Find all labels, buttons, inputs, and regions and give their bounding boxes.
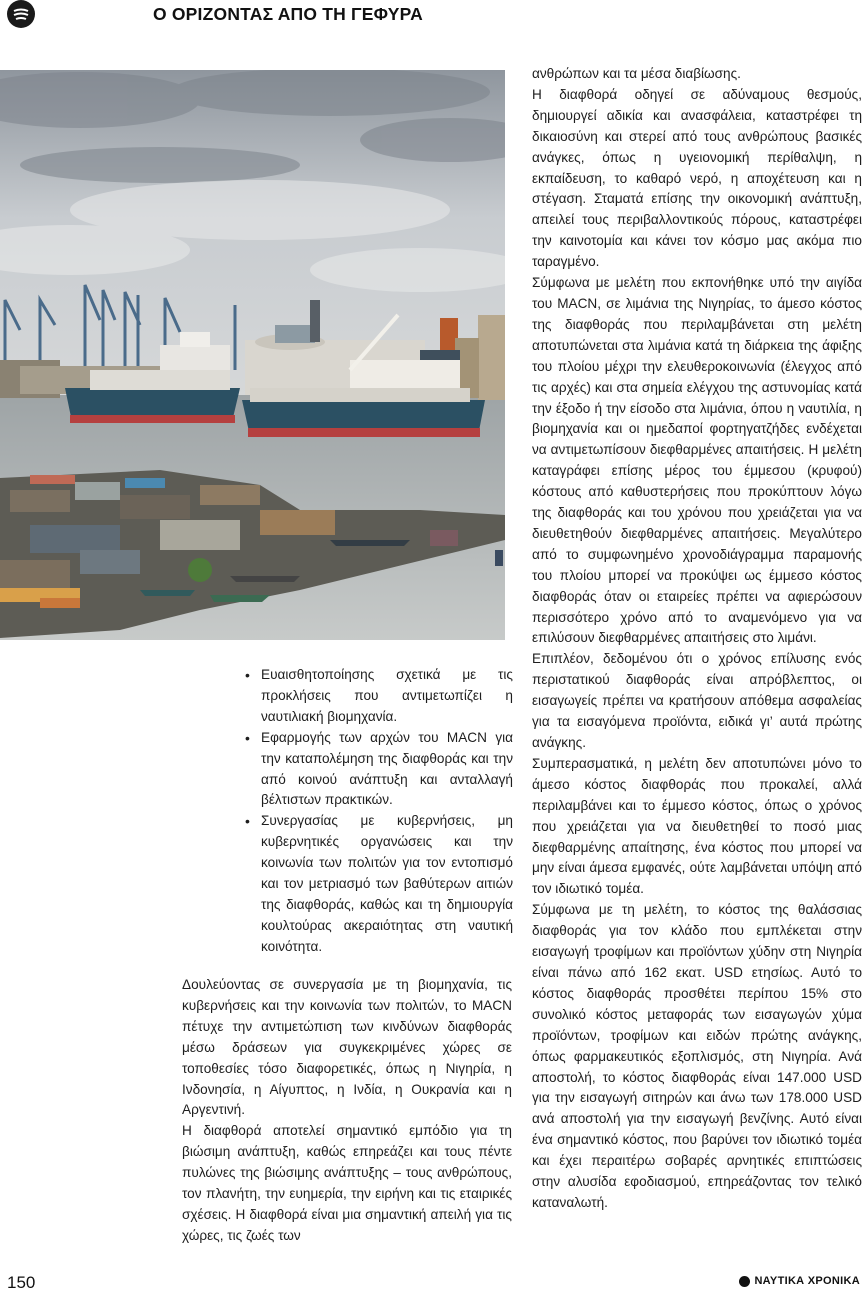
brand-name: ΝΑΥΤΙΚΑ ΧΡΟΝΙΚΑ <box>754 1275 860 1287</box>
bullet-dot-icon: • <box>245 813 250 830</box>
paragraph: Επιπλέον, δεδομένου ότι ο χρόνος επίλυσης ενός περιστατικού διαφθοράς είναι απρόβλεπτος, οι εισαγωγείς πρέπει να κρατήσουν απόθεμα ασφαλείας για τα εισαγόμενα προϊόντα, ειδικά γι’ αυτά πρώτης ανάγκης. <box>532 651 862 750</box>
paragraph: Δουλεύοντας σε συνεργασία με τη βιομηχανία, τις κυβερνήσεις και την κοινωνία των πολιτών, το MACN πέτυχε την αντιμετώπιση των κινδύνων διαφθοράς μέσω δράσεων για συγκεκριμένες χώρες σε τοποθεσίες τόσο διαφορετικές, όπως η Νιγηρία, η Ινδονησία, η Αίγυπτος, η Ινδία, η Ουκρανία και η Αργεντινή. <box>182 977 512 1118</box>
magazine-logo-icon <box>7 0 35 28</box>
list-item: • Συνεργασίας με κυβερνήσεις, μη κυβερνητικές οργανώσεις και την κοινωνία των πολιτών για τον εντοπισμό και τον μετριασμό των βαθύτερων αιτιών της διαφθοράς, καθώς και τη δημιουργία κουλτούρας ακεραιότητας στη ναυτική κοινότητα. <box>245 813 513 954</box>
left-column-text <box>182 975 512 1247</box>
section-title: Ο ΟΡΙΖΟΝΤΑΣ ΑΠΟ ΤΗ ΓΕΦΥΡΑ <box>153 4 423 24</box>
paragraph: Η διαφθορά οδηγεί σε αδύναμους θεσμούς, δημιουργεί αδικία και ανασφάλεια, καταστρέφει τη δικαιοσύνη και στερεί από τους ανθρώπους βασικές ανάγκες, όπως η υγειονομική περίθαλψη, η εκπαίδευση, το καθαρό νερό, η αποχέτευση και η στέγαση. Σταματά επίσης την οικονομική ανάπτυξη, απειλεί τους περιβαλλοντικούς πόρους, καταστρέφει την καινοτομία και κάνει τον κόσμο μας ακόμα πιο ταραγμένο. <box>532 86 862 270</box>
footer-brand <box>739 1275 860 1287</box>
bullet-dot-icon: • <box>245 667 250 683</box>
bullet-dot-icon: • <box>245 729 250 746</box>
list-item: • Ευαισθητοποίησης σχετικά με τις προκλήσεις που αντιμετωπίζει η ναυτιλιακή βιομηχανία. <box>245 667 513 724</box>
paragraph: ανθρώπων και τα μέσα διαβίωσης. <box>532 66 741 81</box>
right-column-text <box>532 64 862 1214</box>
brand-logo-icon <box>739 1276 750 1287</box>
bullet-list <box>243 665 513 958</box>
paragraph: Σύμφωνα με τη μελέτη, το κόστος της θαλάσσιας διαφθοράς για τον κλάδο που εμπλέκεται στην εισαγωγή τροφίμων και προϊόντων χύδην στη Νιγηρία είναι πάνω από 162 εκατ. USD ετησίως. Αυτό το κόστος διαφθοράς προσθέτει περίπου 15% στο συνολικό κόστος μεταφοράς των εισαγωγών χύμα προϊόντων, τροφίμων και ειδών πρώτης ανάγκης, όπως φαρμακευτικός εξοπλισμός, στη Νιγηρία. Ανά αποστολή, το κόστος διαφθοράς είναι 147.000 USD για την εισαγωγή σιτηρών και άνω των 178.000 USD ανά αποστολή για την εισαγωγή βενζίνης. Αυτό είναι ένα σημαντικό κόστος, που βαρύνει τον ιδιωτικό τομέα και έχει περαιτέρω σοβαρές αρνητικές επιπτώσεις στην αλυσίδα εφοδιασμού, επηρεάζοντας τον τελικό καταναλωτή. <box>532 902 862 1210</box>
paragraph: Συμπερασματικά, η μελέτη δεν αποτυπώνει μόνο το άμεσο κόστος διαφθοράς που προκαλεί, αλλά περιλαμβάνει και το έμμεσο κόστος, όπως ο χρόνος που χρειάζεται για να διευθετηθεί το ποσό μιας διεφθαρμένης απαίτησης, ένα κόστος που μπορεί να μην είναι άμεσα εμφανές, ούτε λαμβάνεται υπόψη από τον ιδιωτικό τομέα. <box>532 755 862 897</box>
paragraph: Σύμφωνα με μελέτη που εκπονήθηκε υπό την αιγίδα του MACN, σε λιμάνια της Νιγηρίας, το άμεσο κόστος της διαφθοράς που περιλαμβάνεται στη μελέτη αποτυπώνεται στα λιμάνια κατά τη διάρκεια της άφιξης του πλοίου μέχρι την ελευθεροκοινωνία (έλεγχος από τις αρχές) και στα σημεία ελέγχου της αστυνομίας κατά την έξοδο ή την είσοδο στα λιμάνια, όπου η ναυτιλία, η βιομηχανία και οι ημεδαποί φορτηγατζήδες ενδέχεται να αντιμετωπίσουν διεφθαρμένες απαιτήσεις. Η μελέτη καταγράφει επίσης μέρος του έμμεσου (κρυφού) κόστους από καθυστερήσεις που προκύπτουν λόγω της διαφθοράς και του χρόνου που χρειάζεται για να διευθετηθούν διεφθαρμένες απαιτήσεις. Μεγαλύτερο από το συμφωνημένο χρονοδιάγραμμα παραμονής του πλοίου μπορεί να προκύψει ως έμμεσο κόστος διαφθοράς όταν οι εταιρείες πρέπει να αφιερώσουν περισσότερο χρόνο από το αναμενόμενο για να επιλύσουν διεφθαρμένες απαιτήσεις στο λιμάνι. <box>532 275 862 646</box>
page-number: 150 <box>7 1273 36 1292</box>
list-item: • Εφαρμογής των αρχών του MACN για την καταπολέμηση της διαφθοράς και την από κοινού ανάπτυξη και ανταλλαγή βέλτιστων πρακτικών. <box>245 729 513 808</box>
port-harbour-photo <box>0 70 505 640</box>
paragraph: Η διαφθορά αποτελεί σημαντικό εμπόδιο για τη βιώσιμη ανάπτυξη, καθώς επηρεάζει και τους πέντε πυλώνες της βιώσιμης ανάπτυξης – τους ανθρώπους, τον πλανήτη, την ευημερία, την ειρήνη και τις εταιρικές σχέσεις. Η διαφθορά είναι μια σημαντική απειλή για τις χώρες, τις ζωές των <box>182 1123 512 1243</box>
